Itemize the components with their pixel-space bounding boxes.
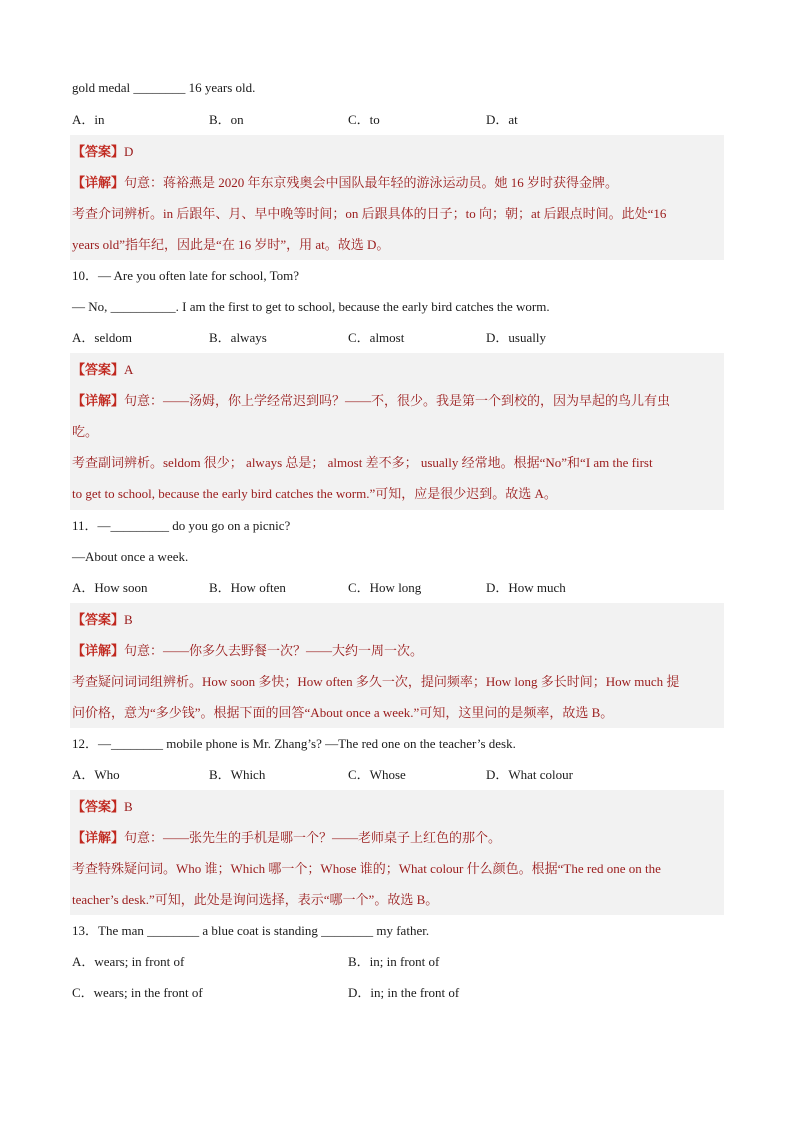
q9-option-d: D．at (486, 112, 518, 127)
q12-option-c: C．Whose (348, 767, 406, 782)
q11-option-d: D．How much (486, 580, 566, 595)
q11-option-c: C．How long (348, 580, 422, 595)
q9-detail-line-2: 考查介词辨析。in 后跟年、月、早中晚等时间；on 后跟具体的日子；to 向；朝；at 后跟点时间。此处“16 (72, 206, 667, 221)
q11-answer-line (72, 604, 722, 635)
q12-detail-line-2: 考查特殊疑问词。Who 谁；Which 哪一个；Whose 谁的；What colour 什么颜色。根据“The red one on the (72, 861, 661, 876)
q13-option-c: C．wears; in the front of (72, 985, 203, 1000)
q12-options (72, 759, 724, 790)
q13-option-d: D．in; in the front of (348, 985, 460, 1000)
detail-label: 【详解】 (72, 830, 125, 845)
q9-option-b: B．on (209, 112, 244, 127)
q13-options-row-2 (72, 977, 724, 1008)
q11-option-a: A．How soon (72, 580, 148, 595)
q11-answer-box (70, 603, 724, 728)
q13-options-row-1 (72, 946, 724, 977)
q10-option-a: A．seldom (72, 330, 132, 345)
q12-option-b: B．Which (209, 767, 266, 782)
q11-answer: B (124, 612, 133, 627)
q9-detail-line-1: 【详解】句意：蒋裕燕是 2020 年东京残奥会中国队最年轻的游泳运动员。她 16 岁时获得金牌。 (72, 175, 619, 190)
q9-stem-tail: gold medal ________ 16 years old. (72, 80, 256, 95)
q12-answer: B (124, 799, 133, 814)
q13-option-a: A．wears; in front of (72, 954, 185, 969)
q12-answer-box (70, 790, 724, 915)
detail-label: 【详解】 (72, 175, 125, 190)
q10-detail-line-3: 考查副词辨析。seldom 很少； always 总是； almost 差不多； usually 经常地。根据“No”和“I am the first (72, 455, 653, 470)
q9-option-a: A．in (72, 112, 105, 127)
q11-option-b: B．How often (209, 580, 286, 595)
answer-label: 【答案】 (72, 144, 125, 159)
q9-detail-line-3: years old”指年纪，因此是“在 16 岁时”，用 at。故选 D。 (72, 237, 390, 252)
q10-answer-box (70, 353, 724, 510)
q9-answer-line (72, 136, 722, 167)
q10-detail-line-2: 吃。 (72, 424, 99, 439)
detail-label: 【详解】 (72, 643, 125, 658)
q10-stem-line-2: — No, __________. I am the first to get to school, because the early bird catches the worm. (72, 299, 550, 314)
q13-option-b: B．in; in front of (348, 954, 440, 969)
answer-label: 【答案】 (72, 612, 125, 627)
q10-answer-line (72, 354, 722, 385)
q11-stem-line-1: 11．—_________ do you go on a picnic? (72, 518, 291, 533)
q12-detail-line-1: 【详解】句意：——张先生的手机是哪一个？——老师桌子上红色的那个。 (72, 830, 502, 845)
answer-label: 【答案】 (72, 799, 125, 814)
q10-option-c: C．almost (348, 330, 405, 345)
q11-detail-line-2: 考查疑问词词组辨析。How soon 多快；How often 多久一次，提问频率；How long 多长时间；How much 提 (72, 674, 680, 689)
q9-options (72, 104, 724, 135)
q11-stem-line-2: —About once a week. (72, 549, 189, 564)
q10-detail-line-1: 【详解】句意：——汤姆，你上学经常迟到吗？——不，很少。我是第一个到校的，因为早起的鸟儿有虫 (72, 393, 671, 408)
q11-detail-line-3: 问价格，意为“多少钱”。根据下面的回答“About once a week.”可知，这里问的是频率，故选 B。 (72, 705, 614, 720)
detail-label: 【详解】 (72, 393, 125, 408)
q11-options (72, 572, 724, 603)
q12-answer-line (72, 791, 722, 822)
q10-stem-line-1: 10．— Are you often late for school, Tom? (72, 268, 300, 283)
q9-answer-box (70, 135, 724, 260)
q9-option-c: C．to (348, 112, 380, 127)
q10-detail-line-4: to get to school, because the early bird catches the worm.”可知，应是很少迟到。故选 A。 (72, 486, 557, 501)
q10-option-b: B．always (209, 330, 267, 345)
q9-answer: D (124, 144, 134, 159)
q12-option-a: A．Who (72, 767, 120, 782)
answer-label: 【答案】 (72, 362, 125, 377)
q13-stem: 13．The man ________ a blue coat is standing ________ my father. (72, 923, 430, 938)
q10-answer: A (124, 362, 134, 377)
q11-detail-line-1: 【详解】句意：——你多久去野餐一次？——大约一周一次。 (72, 643, 424, 658)
q10-options (72, 322, 724, 353)
q10-option-d: D．usually (486, 330, 546, 345)
q12-detail-line-3: teacher’s desk.”可知，此处是询问选择，表示“哪一个”。故选 B。 (72, 892, 439, 907)
q12-stem: 12．—________ mobile phone is Mr. Zhang’s? —The red one on the teacher’s desk. (72, 736, 516, 751)
q12-option-d: D．What colour (486, 767, 574, 782)
